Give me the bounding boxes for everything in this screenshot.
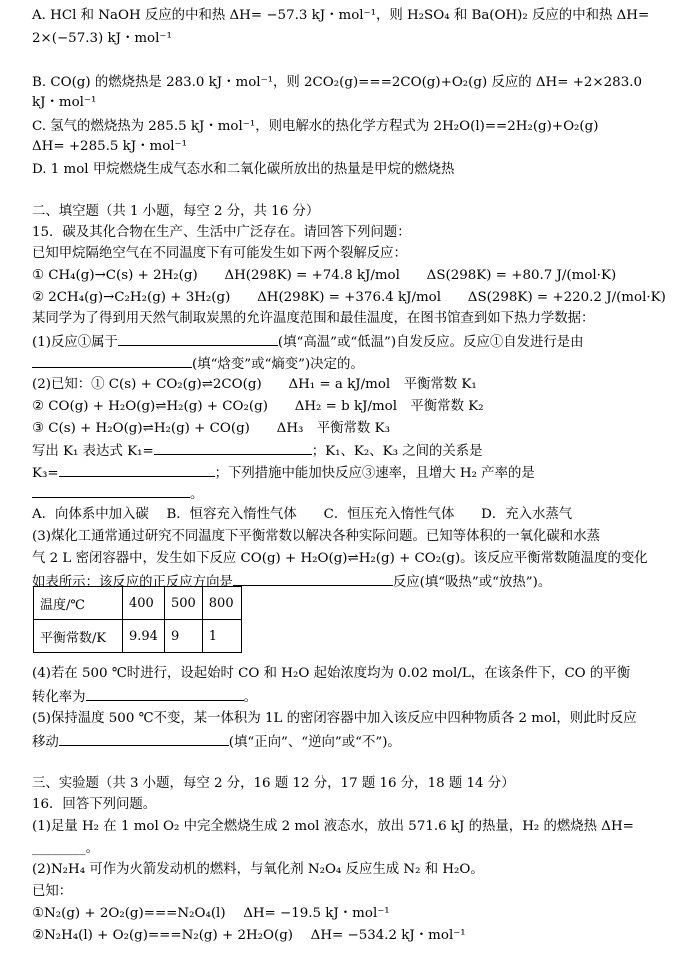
table-cell: 1 (202, 620, 241, 653)
q15-context: 某同学为了得到用天然气制取炭黑的允许温度范围和最佳温度，在图书馆查到如下热力学数据： (32, 311, 595, 326)
equilibrium-constant-table (33, 586, 242, 653)
option-c-line2: ΔH= +285.5 kJ・mol⁻¹ (32, 139, 187, 154)
reaction-2: ② 2CH₄(g)→C₂H₂(g) + 3H₂(g) ΔH(298K) = +376.4 kJ/mol ΔS(298K) = +220.2 J/(mol·K) (32, 290, 666, 305)
table-cell: 800 (202, 587, 241, 620)
part-3-line1: (3)煤化工通常通过研究不同温度下平衡常数以解决各种实际问题。已知等体积的一氧化碳和水蒸 (32, 529, 600, 544)
part-1-line2: (填“焓变”或“熵变”)决定的。 (32, 354, 364, 374)
q16-eq2: ②N₂H₄(l) + O₂(g)===N₂(g) + 2H₂O(g) ΔH= −534.2 kJ・mol⁻¹ (32, 928, 466, 943)
part-4-line2: 转化率为 。 (32, 687, 257, 707)
q16-part-2: (2)N₂H₄ 可作为火箭发动机的燃料，与氧化剂 N₂O₄ 反应生成 N₂ 和 H₂O。 (32, 862, 484, 877)
section-3-title: 三、实验题（共 3 小题，每空 2 分，16 题 12 分，17 题 16 分，18 题 14 分） (32, 776, 515, 791)
table-cell: 温度/℃ (34, 587, 123, 620)
option-d: D. 1 mol 甲烷燃烧生成气态水和二氧化碳所放出的热量是甲烷的燃烧热 (32, 162, 455, 177)
table-cell: 500 (164, 587, 202, 620)
part-4-line1: (4)若在 500 ℃时进行，设起始时 CO 和 H₂O 起始浓度均为 0.02 mol/L，在该条件下，CO 的平衡 (32, 666, 631, 681)
part-2-eq2: ② CO(g) + H₂O(g)⇌H₂(g) + CO₂(g) ΔH₂ = b kJ/mol 平衡常数 K₂ (32, 399, 484, 414)
answer-blank-8[interactable] (59, 732, 229, 746)
question-15-title: 15．碳及其化合物在生产、生活中广泛存在。请回答下列问题： (32, 225, 411, 240)
question-16-title: 16．回答下列问题。 (32, 797, 157, 812)
q16-known: 已知： (32, 884, 73, 899)
part-1-line1: (1)反应①属于 (填“高温”或“低温”)自发反应。反应①自发进行是由 (32, 332, 584, 352)
part-5-line2: 移动 (填“正向”、“逆向”或“不”)。 (32, 732, 401, 752)
part-5-line1: (5)保持温度 500 ℃不变，某一体积为 1L 的密闭容器中加入该反应中四种物质各 2 mol，则此时反应 (32, 711, 637, 726)
option-a-line1: A. HCl 和 NaOH 反应的中和热 ΔH= −57.3 kJ・mol⁻¹，则 H₂SO₄ 和 Ba(OH)₂ 反应的中和热 ΔH= (32, 8, 650, 23)
answer-blank-7[interactable] (86, 687, 244, 701)
part-2-k1-line: 写出 K₁ 表达式 K₁= ；K₁、K₂、K₃ 之间的关系是 (32, 441, 483, 461)
part-2-eq1: (2)已知：① C(s) + CO₂(g)⇌2CO(g) ΔH₁ = a kJ/mol 平衡常数 K₁ (32, 377, 477, 392)
table-row (34, 587, 242, 620)
table-cell: 400 (123, 587, 165, 620)
part-3-line2: 气 2 L 密闭容器中，发生如下反应 CO(g) + H₂O(g)⇌H₂(g) + CO₂(g)。该反应平衡常数随温度的变化 (32, 551, 648, 566)
answer-blank-1[interactable] (118, 332, 278, 346)
q16-part-1-blank: ________。 (32, 841, 99, 856)
part-2-eq3: ③ C(s) + H₂O(g)⇌H₂(g) + CO(g) ΔH₃ 平衡常数 K₃ (32, 421, 390, 436)
part-2-blank-line: 。 (32, 484, 203, 504)
q15-intro: 已知甲烷隔绝空气在不同温度下有可能发生如下两个裂解反应： (32, 246, 407, 261)
part-2-options: A．向体系中加入碳 B．恒容充入惰性气体 C．恒压充入惰性气体 D．充入水蒸气 (32, 507, 573, 522)
q16-eq1: ①N₂(g) + 2O₂(g)===N₂O₄(l) ΔH= −19.5 kJ・mol⁻¹ (32, 906, 390, 921)
answer-blank-3[interactable] (154, 441, 312, 455)
table-cell: 平衡常数/K (34, 620, 123, 653)
table-cell: 9 (164, 620, 202, 653)
part-3-line3: 如表所示：该反应的正反应方向是 反应(填“吸热”或“放热”)。 (32, 572, 551, 592)
answer-blank-5[interactable] (32, 484, 190, 498)
section-2-title: 二、填空题（共 1 小题，每空 2 分，共 16 分） (32, 204, 320, 219)
option-a-line2: 2×(−57.3) kJ・mol⁻¹ (32, 31, 172, 46)
table-row (34, 620, 242, 653)
reaction-1: ① CH₄(g)→C(s) + 2H₂(g) ΔH(298K) = +74.8 kJ/mol ΔS(298K) = +80.7 J/(mol·K) (32, 268, 617, 283)
answer-blank-2[interactable] (32, 354, 192, 368)
q16-part-1: (1)足量 H₂ 在 1 mol O₂ 中完全燃烧生成 2 mol 液态水，放出 571.6 kJ 的热量，H₂ 的燃烧热 ΔH= (32, 819, 634, 834)
answer-blank-4[interactable] (59, 463, 215, 477)
table-cell: 9.94 (123, 620, 165, 653)
answer-blank-6[interactable] (233, 572, 393, 586)
option-b-line1: B. CO(g) 的燃烧热是 283.0 kJ・mol⁻¹，则 2CO₂(g)===2CO(g)+O₂(g) 反应的 ΔH= +2×283.0 (32, 75, 642, 90)
option-c-line1: C. 氢气的燃烧热为 285.5 kJ・mol⁻¹，则电解水的热化学方程式为 2H₂O(l)==2H₂(g)+O₂(g) (32, 119, 599, 134)
part-2-k3-line: K₃= ；下列措施中能加快反应③速率，且增大 H₂ 产率的是 (32, 463, 535, 483)
option-b-line2: kJ・mol⁻¹ (32, 95, 97, 110)
